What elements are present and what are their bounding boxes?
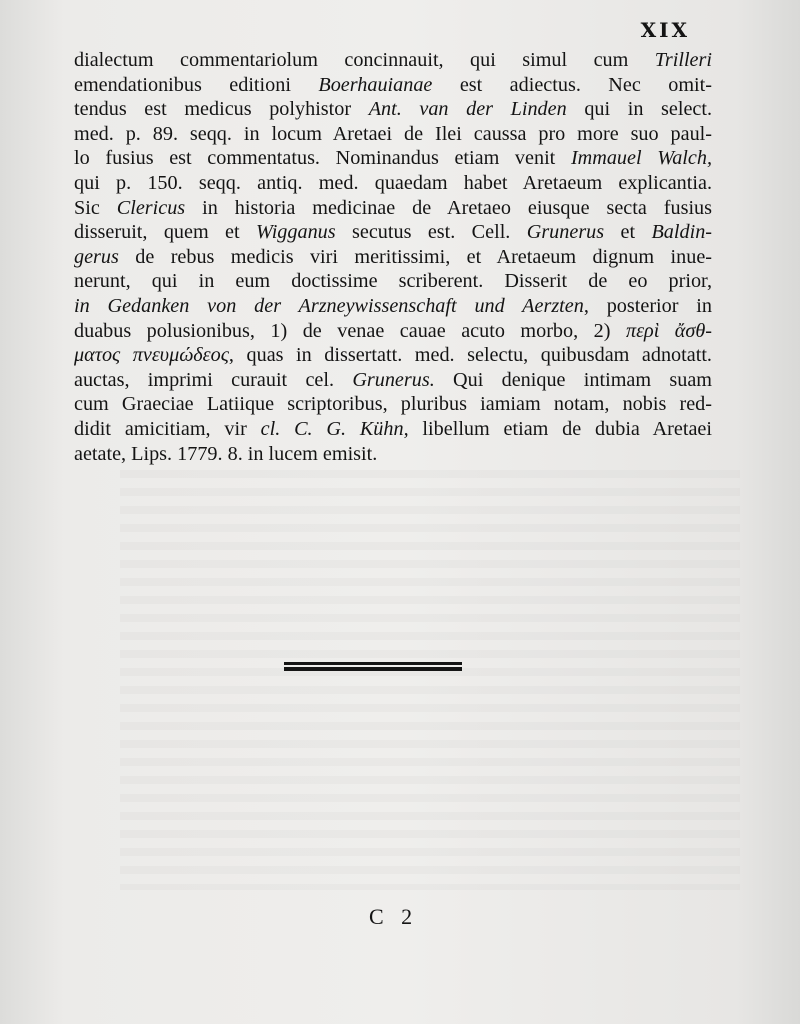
text-segment: aetate, Lips. 1779. 8. in lucem emisit.: [74, 442, 378, 465]
text-line: [74, 343, 712, 368]
text-segment: Qui denique intimam suam: [434, 368, 712, 391]
text-segment: dialectum commentariolum concinnauit, qui simul cum: [74, 49, 655, 71]
text-line: [74, 368, 712, 393]
text-segment: , posterior in: [583, 294, 712, 317]
italic-segment: Grunerus: [526, 221, 605, 244]
italic-segment: Ant. van der Linden: [368, 98, 567, 121]
text-line: [74, 196, 712, 221]
rule-line-thick: [284, 667, 462, 671]
text-line: [74, 73, 712, 98]
text-line: [74, 319, 712, 344]
text-segment: duabus polusionibus, 1) de venae cauae acuto morbo, 2): [74, 319, 626, 342]
text-segment: auctas, imprimi curauit cel.: [74, 368, 353, 391]
italic-segment: Boerhauianae: [318, 73, 433, 96]
text-segment: lo fusius est commentatus. Nominandus etiam venit: [74, 147, 571, 170]
text-line: [74, 220, 712, 245]
italic-segment: Wigganus: [256, 221, 336, 244]
italic-segment: ματος πνευμώδεος: [74, 344, 229, 367]
text-line: [74, 417, 712, 442]
text-line: [74, 442, 712, 467]
italic-segment: Baldin-: [651, 221, 713, 244]
text-segment: didit amicitiam, vir: [74, 417, 261, 440]
text-segment: est adiectus. Nec omit-: [432, 73, 712, 96]
text-segment: , quas in dissertatt. med. selectu, quibusdam adnotatt.: [228, 344, 712, 367]
text-line: [74, 171, 712, 196]
text-segment: med. p. 89. seqq. in locum Aretaei de Ilei caussa pro more suo paul-: [74, 122, 712, 145]
text-segment: libellum etiam de dubia Aretaei: [408, 417, 712, 440]
italic-segment: gerus: [74, 245, 119, 268]
italic-segment: Trilleri: [654, 49, 712, 71]
text-segment: qui p. 150. seqq. antiq. med. quaedam habet Aretaeum explicantia.: [74, 171, 712, 194]
text-segment: tendus est medicus polyhistor: [74, 98, 369, 121]
text-line: [74, 97, 712, 122]
text-line: [74, 122, 712, 147]
show-through-text: [120, 470, 740, 890]
text-line: [74, 392, 712, 417]
text-segment: secutus est. Cell.: [335, 221, 527, 244]
text-segment: disseruit, quem et: [74, 221, 256, 244]
text-segment: nerunt, qui in eum doctissime scriberent. Disserit de eo prior,: [74, 270, 712, 293]
text-segment: et: [604, 221, 652, 244]
italic-segment: Grunerus.: [352, 368, 435, 391]
text-line: [74, 294, 712, 319]
italic-segment: cl. C. G. Kühn,: [260, 417, 409, 440]
italic-segment: Clericus: [116, 196, 186, 219]
text-segment: qui in select.: [566, 98, 713, 121]
body-text: [74, 48, 712, 466]
ornamental-rule: [284, 662, 462, 674]
text-segment: Sic: [74, 196, 117, 219]
rule-line-thin: [284, 662, 462, 665]
text-segment: emendationibus editioni: [74, 73, 319, 96]
italic-segment: περὶ ἄσθ-: [625, 319, 712, 342]
text-line: [74, 245, 712, 270]
italic-segment: in Gedanken von der Arzneywissenschaft und Aerzten: [74, 294, 584, 317]
text-segment: cum Graeciae Latiique scriptoribus, pluribus iamiam notam, nobis red-: [74, 393, 712, 416]
page-number: XIX: [640, 18, 690, 42]
text-line: [74, 48, 712, 73]
text-segment: in historia medicinae de Aretaeo eiusque secta fusius: [185, 196, 712, 219]
text-line: [74, 146, 712, 171]
text-line: [74, 269, 712, 294]
text-segment: de rebus medicis viri meritissimi, et Aretaeum dignum inue-: [118, 245, 712, 268]
printer-signature: C 2: [369, 904, 419, 929]
italic-segment: Immauel Walch,: [570, 147, 712, 170]
